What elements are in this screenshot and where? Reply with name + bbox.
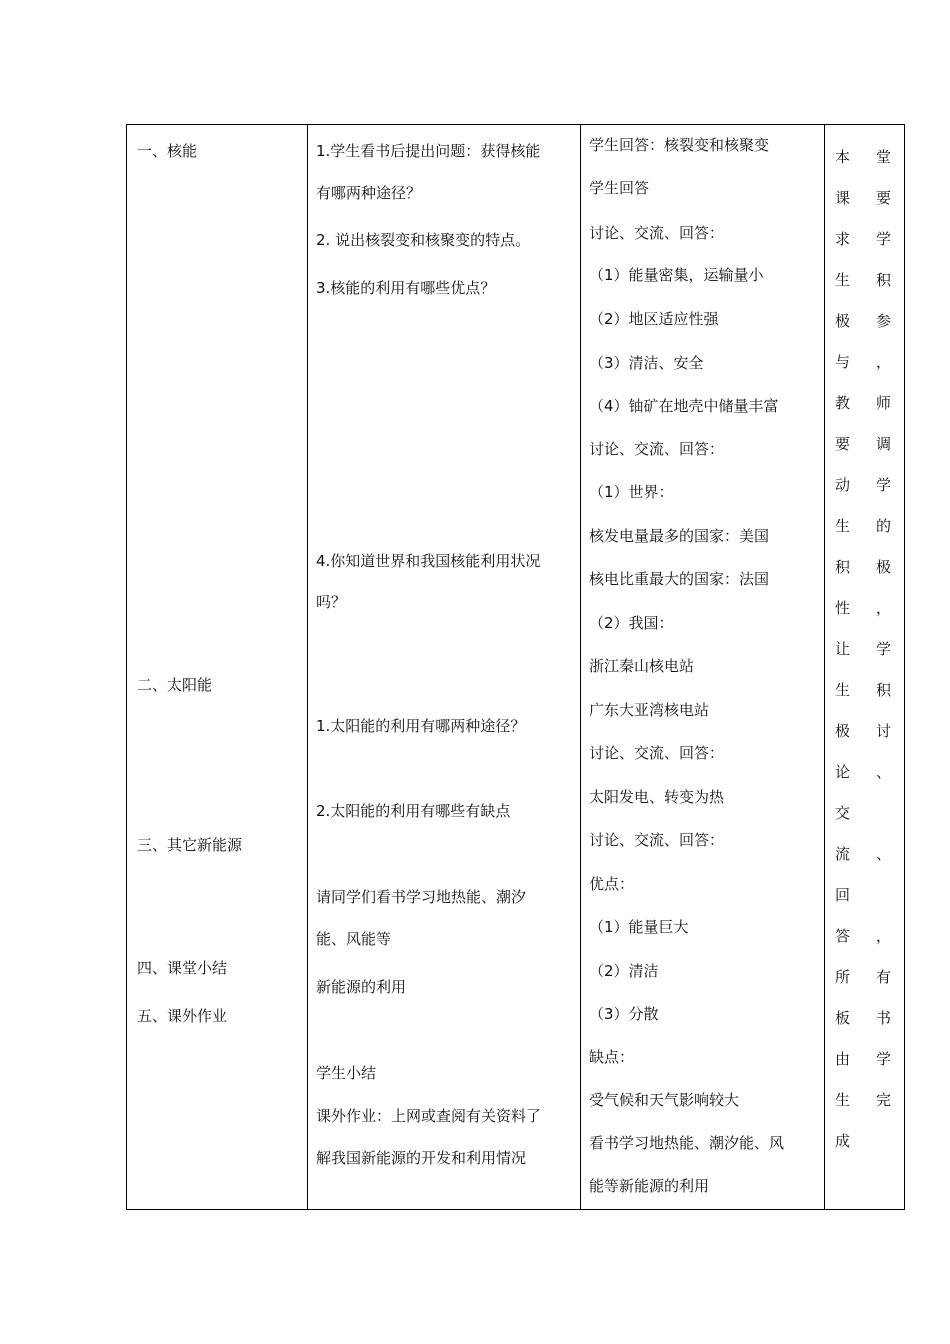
student-line: 核电比重最大的国家：法国 (589, 570, 770, 588)
solar-question-1: 1.太阳能的利用有哪两种途径？ (316, 717, 526, 735)
student-line: （2）地区适应性强 (589, 310, 719, 328)
section-nuclear: 一、核能 (137, 142, 198, 160)
student-line: 讨论、交流、回答： (589, 744, 725, 762)
design-note: 本堂课要求学生积极参与，教师要调动学生的积极性，让学生积极讨论、交流、回答，所有板书由学生完成 (835, 148, 897, 1150)
student-column (581, 125, 825, 1209)
section-homework: 五、课外作业 (137, 1007, 228, 1025)
other-energy-line-1: 请同学们看书学习地热能、潮汐 (316, 888, 527, 906)
question-1-line-2: 有哪两种途径？ (316, 184, 422, 202)
question-1-line-1: 1.学生看书后提出问题：获得核能 (316, 142, 541, 160)
student-line: 能等新能源的利用 (589, 1177, 710, 1195)
section-summary: 四、课堂小结 (137, 959, 228, 977)
student-line: （2）我国： (589, 614, 674, 632)
teacher-column (308, 125, 581, 1209)
section-other-energy: 三、其它新能源 (137, 836, 243, 854)
student-line: 优点： (589, 875, 635, 893)
section-column (127, 125, 308, 1209)
solar-question-2: 2.太阳能的利用有哪些有缺点 (316, 802, 511, 820)
question-4-line-2: 吗？ (316, 593, 347, 611)
student-line: （3）清洁、安全 (589, 354, 704, 372)
question-2: 2. 说出核裂变和核聚变的特点。 (316, 231, 531, 249)
student-line: 太阳发电、转变为热 (589, 788, 725, 806)
question-3: 3.核能的利用有哪些优点？ (316, 279, 496, 297)
question-4-line-1: 4.你知道世界和我国核能利用状况 (316, 552, 541, 570)
lesson-table (126, 124, 905, 1210)
student-line: （4）铀矿在地壳中储量丰富 (589, 397, 779, 415)
student-line: 讨论、交流、回答： (589, 440, 725, 458)
student-line: 浙江秦山核电站 (589, 657, 695, 675)
student-line: 看书学习地热能、潮汐能、风 (589, 1134, 785, 1152)
student-line: （1）能量巨大 (589, 918, 689, 936)
note-column (825, 125, 904, 1209)
student-line: （2）清洁 (589, 962, 659, 980)
student-line: 学生回答 (589, 179, 650, 197)
student-line: 广东大亚湾核电站 (589, 701, 710, 719)
student-line: （1）能量密集，运输量小 (589, 266, 764, 284)
student-line: （3）分散 (589, 1005, 659, 1023)
student-line: （1）世界： (589, 483, 674, 501)
student-line: 受气候和天气影响较大 (589, 1091, 740, 1109)
other-energy-line-2: 能、风能等 (316, 930, 392, 948)
other-energy-line-3: 新能源的利用 (316, 978, 407, 996)
student-line: 缺点： (589, 1048, 635, 1066)
homework-line-2: 解我国新能源的开发和利用情况 (316, 1149, 527, 1167)
section-solar: 二、太阳能 (137, 676, 213, 694)
student-line: 讨论、交流、回答： (589, 224, 725, 242)
student-line: 讨论、交流、回答： (589, 831, 725, 849)
student-line: 学生回答：核裂变和核聚变 (589, 136, 770, 154)
student-summary: 学生小结 (316, 1064, 377, 1082)
homework-line-1: 课外作业：上网或查阅有关资料了 (316, 1107, 542, 1125)
student-line: 核发电量最多的国家：美国 (589, 527, 770, 545)
